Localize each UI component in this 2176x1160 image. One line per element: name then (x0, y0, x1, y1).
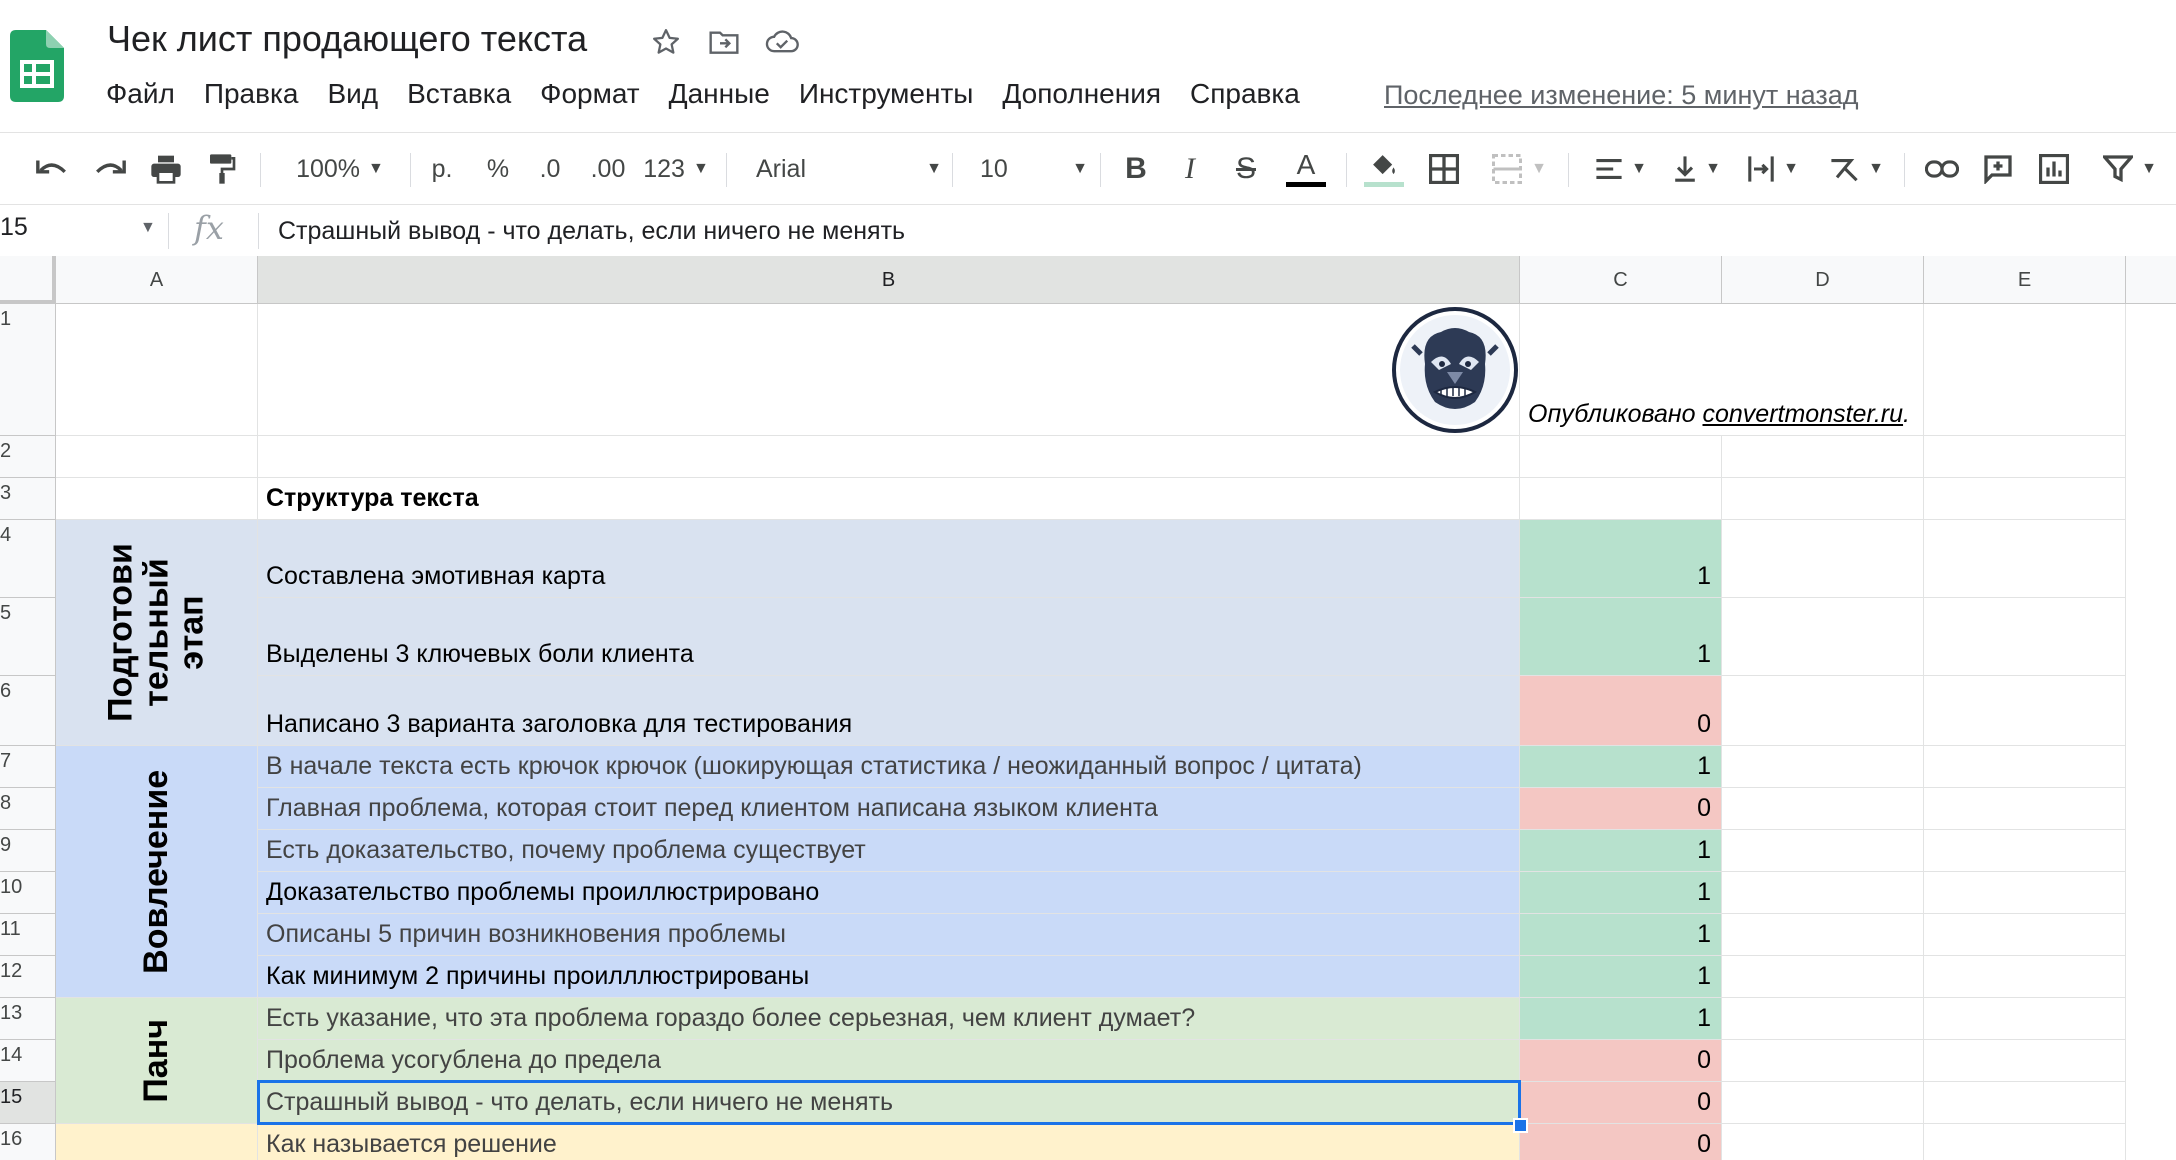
cell-e5[interactable] (1924, 598, 2126, 676)
cell-a1[interactable] (56, 304, 258, 436)
column-header-c[interactable]: C (1520, 256, 1722, 304)
strikethrough-icon[interactable]: S (1235, 152, 1256, 185)
currency-format-button[interactable]: р. (431, 154, 453, 183)
cell-e10[interactable] (1924, 872, 2126, 914)
cell-d3[interactable] (1722, 478, 1924, 520)
cell-e3[interactable] (1924, 478, 2126, 520)
move-folder-icon[interactable] (706, 22, 742, 62)
undo-icon[interactable] (30, 145, 74, 193)
checklist-item[interactable]: Есть доказательство, почему проблема существует (258, 830, 1520, 872)
checklist-item[interactable]: Как минимум 2 причины проилллюстрированы (258, 956, 1520, 998)
score-cell[interactable]: 1 (1520, 830, 1722, 872)
row-header-11[interactable]: 11 (0, 914, 56, 956)
name-box-dropdown-icon[interactable]: ▼ (140, 219, 156, 236)
decrease-decimal-button[interactable]: .0 (539, 154, 561, 183)
cell-b1[interactable] (258, 304, 1520, 436)
score-cell[interactable]: 0 (1520, 1124, 1722, 1160)
menu-help[interactable]: Справка (1190, 78, 1300, 109)
column-header-a[interactable]: A (56, 256, 258, 304)
vertical-align-icon[interactable]: ▼ (1664, 145, 1730, 193)
more-formats-select[interactable]: 123 ▼ (643, 154, 709, 183)
checklist-item[interactable]: Проблема усогублена до предела (258, 1040, 1520, 1082)
checklist-item[interactable]: Составлена эмотивная карта (258, 520, 1520, 598)
row-header-7[interactable]: 7 (0, 746, 56, 788)
cell-d15[interactable] (1722, 1082, 1924, 1124)
section-header: Структура текста (266, 484, 479, 512)
cell-e13[interactable] (1924, 998, 2126, 1040)
row-header-5[interactable]: 5 (0, 598, 56, 676)
published-text: Опубликовано convertmonster.ru. (1528, 400, 1910, 428)
cell-d6[interactable] (1722, 676, 1924, 746)
cell-a2[interactable] (56, 436, 258, 478)
select-all-corner[interactable] (0, 256, 56, 304)
italic-icon[interactable]: I (1185, 152, 1195, 185)
menu-format[interactable]: Формат (540, 78, 640, 109)
cell-e9[interactable] (1924, 830, 2126, 872)
cell-c2[interactable] (1520, 436, 1722, 478)
cell-a3[interactable] (56, 478, 258, 520)
menu-tools[interactable]: Инструменты (798, 78, 974, 109)
cell-d2[interactable] (1722, 436, 1924, 478)
formula-bar (0, 204, 2176, 258)
bold-icon[interactable]: B (1125, 152, 1147, 185)
convertmonster-link[interactable]: convertmonster.ru (1702, 400, 1904, 428)
cell-b2[interactable] (258, 436, 1520, 478)
score-cell[interactable]: 1 (1520, 746, 1722, 788)
cell-d8[interactable] (1722, 788, 1924, 830)
print-icon[interactable] (144, 145, 188, 193)
app-header (0, 0, 2176, 130)
convertmonster-logo-icon (1391, 306, 1519, 434)
menu-data[interactable]: Данные (668, 78, 770, 109)
row-header-2[interactable]: 2 (0, 436, 56, 478)
formula-input[interactable]: Страшный вывод - что делать, если ничего не менять (278, 217, 906, 245)
star-icon[interactable] (648, 22, 684, 62)
menu-file[interactable]: Файл (106, 78, 175, 109)
group-engagement[interactable]: Вовлечение (56, 746, 258, 998)
row-header-9[interactable]: 9 (0, 830, 56, 872)
document-title[interactable]: Чек лист продающего текста (107, 18, 588, 59)
filter-icon[interactable]: ▼ (2092, 145, 2168, 193)
checklist-item[interactable]: Доказательство проблемы проиллюстрировано (258, 872, 1520, 914)
menu-bar (106, 78, 1329, 110)
checklist-item[interactable]: В начале текста есть крючок крючок (шокирующая статистика / неожиданный вопрос / цитата) (258, 746, 1520, 788)
checklist-item[interactable]: Есть указание, что эта проблема гораздо более серьезная, чем клиент думает? (258, 998, 1520, 1040)
redo-icon[interactable] (88, 145, 132, 193)
increase-decimal-button[interactable]: .00 (590, 154, 626, 183)
checklist-item-selected[interactable]: Страшный вывод - что делать, если ничего не менять (258, 1082, 1520, 1124)
fill-handle[interactable] (1513, 1118, 1528, 1133)
checklist-item[interactable]: Написано 3 варианта заголовка для тестирования (258, 676, 1520, 746)
cell-d5[interactable] (1722, 598, 1924, 676)
column-header-f[interactable] (2126, 256, 2176, 304)
toolbar (0, 132, 2176, 205)
group-preparation[interactable]: Подготови тельный этап (56, 520, 258, 746)
row-header-3[interactable]: 3 (0, 478, 56, 520)
group-punch[interactable]: Панч (56, 998, 258, 1124)
cell-e7[interactable] (1924, 746, 2126, 788)
column-header-d[interactable]: D (1722, 256, 1924, 304)
score-cell[interactable]: 1 (1520, 956, 1722, 998)
score-cell[interactable]: 0 (1520, 676, 1722, 746)
cell-e4[interactable] (1924, 520, 2126, 598)
row-header-15[interactable]: 15 (0, 1082, 56, 1124)
horizontal-align-icon[interactable]: ▼ (1631, 160, 1647, 177)
menu-insert[interactable]: Вставка (407, 78, 512, 109)
percent-format-button[interactable]: % (486, 154, 510, 183)
cell-d9[interactable] (1722, 830, 1924, 872)
text-rotation-icon[interactable]: ▼ (1818, 145, 1894, 193)
row-header-8[interactable]: 8 (0, 788, 56, 830)
merge-cells-icon[interactable]: ▼ (1484, 145, 1554, 193)
checklist-item[interactable]: Главная проблема, которая стоит перед клиентом написана языком клиента (258, 788, 1520, 830)
cell-e15[interactable] (1924, 1082, 2126, 1124)
score-cell[interactable]: 1 (1520, 914, 1722, 956)
text-color-icon[interactable]: A (1284, 145, 1328, 193)
cell-e2[interactable] (1924, 436, 2126, 478)
group-solution[interactable] (56, 1124, 258, 1160)
cell-d13[interactable] (1722, 998, 1924, 1040)
cell-d11[interactable] (1722, 914, 1924, 956)
zoom-select[interactable]: 100% ▼ (296, 154, 384, 183)
checklist-item[interactable]: Выделены 3 ключевых боли клиента (258, 598, 1520, 676)
cell-e11[interactable] (1924, 914, 2126, 956)
row-header-16[interactable]: 16 (0, 1124, 56, 1160)
borders-icon[interactable] (1422, 145, 1466, 193)
row-header-13[interactable]: 13 (0, 998, 56, 1040)
column-header-e[interactable]: E (1924, 256, 2126, 304)
cell-d12[interactable] (1722, 956, 1924, 998)
spreadsheet-grid (0, 256, 2176, 1160)
active-cell-outline (257, 1080, 1521, 1125)
insert-chart-icon[interactable] (2032, 145, 2076, 193)
cell-b3[interactable] (258, 478, 1520, 520)
cell-c1[interactable] (1520, 304, 1910, 436)
cloud-status-icon[interactable] (764, 22, 800, 62)
score-cell[interactable]: 1 (1520, 872, 1722, 914)
cell-e6[interactable] (1924, 676, 2126, 746)
cell-d16[interactable] (1722, 1124, 1924, 1160)
checklist-item[interactable]: Описаны 5 причин возникновения проблемы (258, 914, 1520, 956)
insert-link-icon[interactable] (1920, 145, 1964, 193)
cell-d10[interactable] (1722, 872, 1924, 914)
column-header-b[interactable]: B (258, 256, 1520, 304)
text-wrap-icon[interactable]: ▼ (1738, 145, 1808, 193)
fx-icon: fx (194, 209, 224, 247)
insert-comment-icon[interactable] (1976, 145, 2020, 193)
score-cell[interactable]: 1 (1520, 598, 1722, 676)
cell-e14[interactable] (1924, 1040, 2126, 1082)
score-cell[interactable]: 1 (1520, 520, 1722, 598)
score-cell[interactable]: 0 (1520, 1082, 1722, 1124)
row-header-12[interactable]: 12 (0, 956, 56, 998)
row-header-1[interactable]: 1 (0, 304, 56, 436)
font-size-select[interactable]: 10 ▼ (980, 154, 1088, 183)
menu-view[interactable]: Вид (327, 78, 379, 109)
menu-edit[interactable]: Правка (203, 78, 299, 109)
cell-d7[interactable] (1722, 746, 1924, 788)
paint-format-icon[interactable] (200, 145, 244, 193)
cell-e1[interactable] (1924, 304, 2126, 436)
last-edit-link[interactable]: Последнее изменение: 5 минут назад (1384, 80, 1859, 110)
row-header-6[interactable]: 6 (0, 676, 56, 746)
font-select[interactable]: Arial ▼ (756, 154, 942, 183)
checklist-item[interactable]: Как называется решение (258, 1124, 1520, 1160)
row-header-10[interactable]: 10 (0, 872, 56, 914)
fill-color-icon[interactable] (1362, 145, 1406, 193)
cell-e16[interactable] (1924, 1124, 2126, 1160)
cell-c3[interactable] (1520, 478, 1722, 520)
score-cell[interactable]: 0 (1520, 788, 1722, 830)
menu-addons[interactable]: Дополнения (1002, 78, 1162, 109)
cell-d14[interactable] (1722, 1040, 1924, 1082)
cell-e8[interactable] (1924, 788, 2126, 830)
row-header-4[interactable]: 4 (0, 520, 56, 598)
name-box[interactable]: 15 (0, 213, 28, 241)
sheets-logo-icon[interactable] (10, 30, 64, 102)
cell-e12[interactable] (1924, 956, 2126, 998)
cell-d4[interactable] (1722, 520, 1924, 598)
row-header-14[interactable]: 14 (0, 1040, 56, 1082)
score-cell[interactable]: 1 (1520, 998, 1722, 1040)
score-cell[interactable]: 0 (1520, 1040, 1722, 1082)
